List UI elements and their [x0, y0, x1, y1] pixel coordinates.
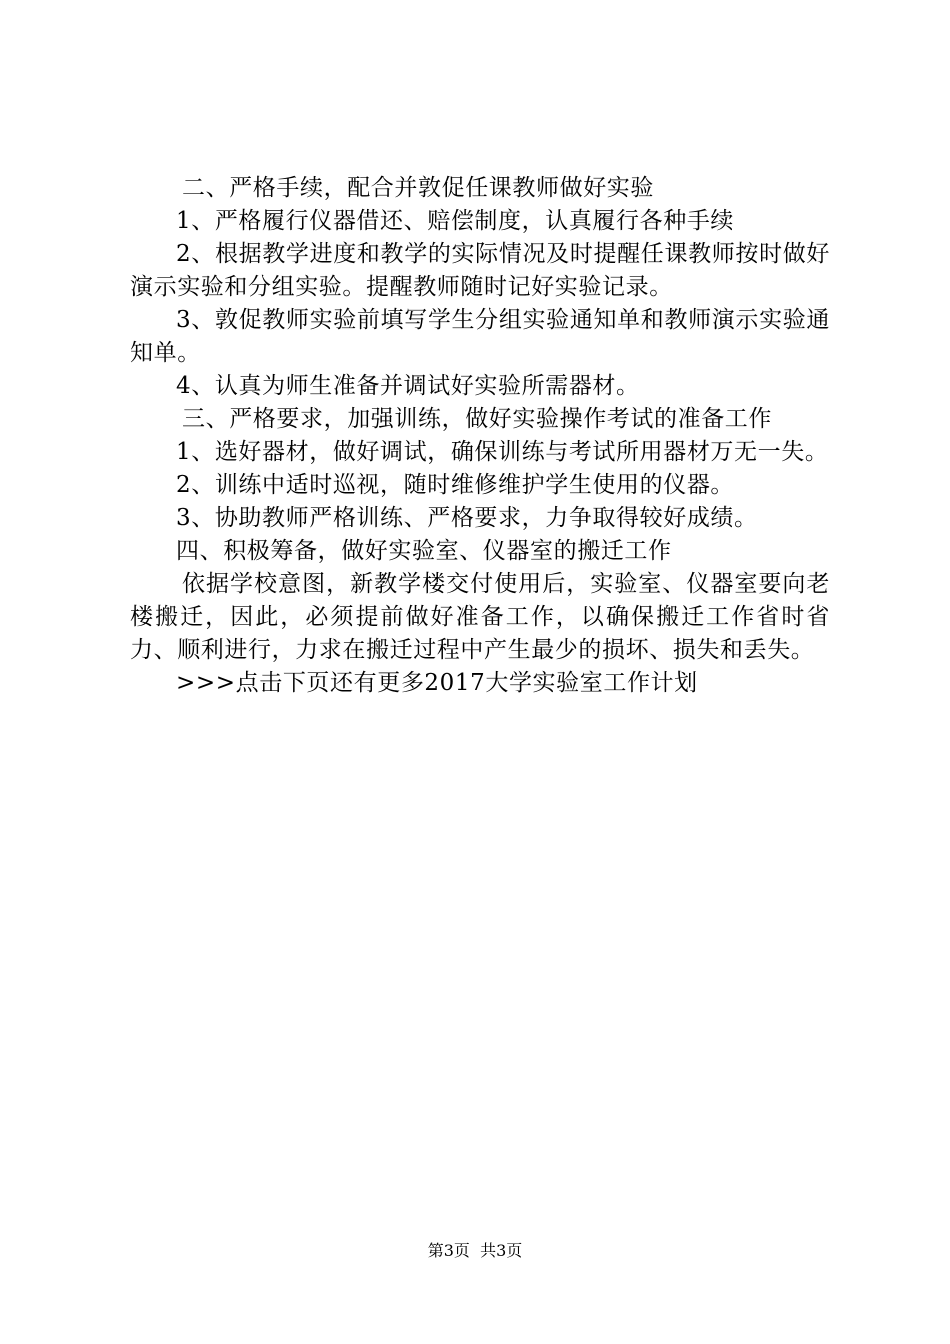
section-heading-2: 二、严格手续，配合并敦促任课教师做好实验: [182, 175, 654, 201]
list-item-2-4: 4、认真为师生准备并调试好实验所需器材。: [176, 373, 640, 399]
page-footer: [0, 1241, 950, 1261]
section-heading-3: 三、严格要求，加强训练，做好实验操作考试的准备工作: [182, 406, 772, 432]
list-item-2-1: 1、严格履行仪器借还、赔偿制度，认真履行各种手续: [176, 208, 735, 234]
page-number: 第3页 共3页: [427, 1241, 523, 1260]
body-paragraph: 依据学校意图，新教学楼交付使用后，实验室、仪器室要向老楼搬迁，因此，必须提前做好准备工作，以确保搬迁工作省时省力、顺利进行，力求在搬迁过程中产生最少的损坏、损失和丢失。: [130, 571, 830, 663]
list-item-3-2: 2、训练中适时巡视，随时维修维护学生使用的仪器。: [176, 472, 735, 498]
list-item-2-2: 2、根据教学进度和教学的实际情况及时提醒任课教师按时做好演示实验和分组实验。提醒教师随时记好实验记录。: [130, 241, 830, 300]
list-item-3-3: 3、协助教师严格训练、严格要求，力争取得较好成绩。: [176, 505, 758, 531]
list-item-2-3: 3、敦促教师实验前填写学生分组实验通知单和教师演示实验通知单。: [130, 307, 830, 366]
more-plans-link[interactable]: >>>点击下页还有更多2017大学实验室工作计划: [176, 670, 698, 696]
list-item-3-1: 1、选好器材，做好调试，确保训练与考试所用器材万无一失。: [176, 439, 829, 465]
section-heading-4: 四、积极筹备，做好实验室、仪器室的搬迁工作: [176, 538, 672, 564]
document-body: [130, 172, 830, 700]
